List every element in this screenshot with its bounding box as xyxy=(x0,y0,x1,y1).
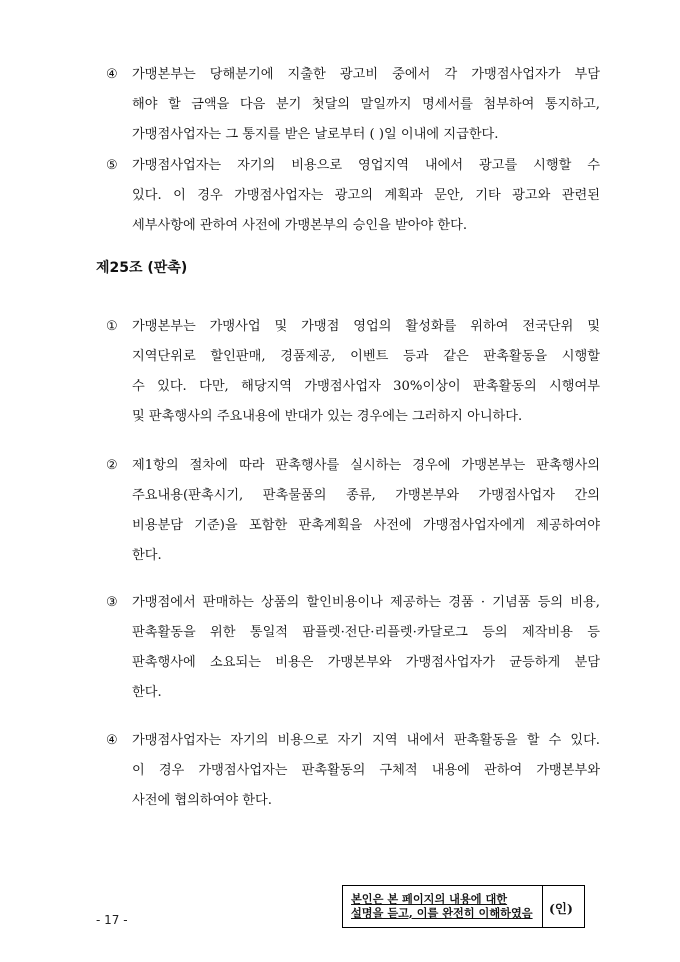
item-number: ④ xyxy=(106,67,118,82)
article-25-item-1 xyxy=(106,312,600,432)
text-line: 가맹점사업자는 자기의 비용으로 자기 지역 내에서 판촉활동을 할 수 있다. xyxy=(132,733,600,748)
text-line: 수 있다. 다만, 해당지역 가맹점사업자 30%이상이 판촉활동의 시행여부 xyxy=(132,379,600,394)
text-line: 판촉활동을 위한 통일적 팜플렛·전단·리플렛·카달로그 등의 제작비용 등 xyxy=(132,625,600,640)
text-line: 지역단위로 할인판매, 경품제공, 이벤트 등과 같은 판촉활동을 시행할 xyxy=(132,349,600,364)
text-line: 세부사항에 관하여 사전에 가맹본부의 승인을 받아야 한다. xyxy=(132,218,468,233)
page-number: - 17 - xyxy=(96,913,128,927)
text-line: 가맹점사업자는 그 통지를 받은 날로부터 ( )일 이내에 지급한다. xyxy=(132,127,499,142)
item-number: ② xyxy=(106,458,118,473)
item-number: ⑤ xyxy=(106,158,118,173)
text-line: 사전에 협의하여야 한다. xyxy=(132,793,272,808)
text-line: 가맹본부는 가맹사업 및 가맹점 영업의 활성화를 위하여 전국단위 및 xyxy=(132,319,600,334)
item-number: ④ xyxy=(106,733,118,748)
paragraph-4-advertising xyxy=(106,60,600,150)
text-line: 가맹본부는 당해분기에 지출한 광고비 중에서 각 가맹점사업자가 부담 xyxy=(132,67,600,82)
acknowledgement-box xyxy=(342,885,585,928)
text-line: 가맹점에서 판매하는 상품의 할인비용이나 제공하는 경품 · 기념품 등의 비용, xyxy=(132,595,600,610)
acknowledgement-line: 본인은 본 페이지의 내용에 대한 xyxy=(351,892,508,906)
text-line: 이 경우 가맹점사업자는 판촉활동의 구체적 내용에 관하여 가맹본부와 xyxy=(132,763,600,778)
text-line: 가맹점사업자는 자기의 비용으로 영업지역 내에서 광고를 시행할 수 xyxy=(132,158,600,173)
acknowledgement-line: 설명을 듣고, 이를 완전히 이해하였음 xyxy=(351,906,533,920)
text-line: 한다. xyxy=(132,685,162,700)
acknowledgement-text xyxy=(351,892,533,920)
text-line: 제1항의 절차에 따라 판촉행사를 실시하는 경우에 가맹본부는 판촉행사의 xyxy=(132,458,600,473)
paragraph-5-advertising xyxy=(106,151,600,241)
text-line: 해야 할 금액을 다음 분기 첫달의 말일까지 명세서를 첨부하여 통지하고, xyxy=(132,97,600,112)
text-line: 있다. 이 경우 가맹점사업자는 광고의 계획과 문안, 기타 광고와 관련된 xyxy=(132,188,600,203)
article-25-item-4 xyxy=(106,726,600,816)
article-25-item-3 xyxy=(106,588,600,708)
seal-mark: (인) xyxy=(549,901,573,916)
text-line: 한다. xyxy=(132,548,162,563)
text-line: 판촉행사에 소요되는 비용은 가맹본부와 가맹점사업자가 균등하게 분담 xyxy=(132,655,600,670)
item-number: ③ xyxy=(106,595,118,610)
article-heading: 제25조 (판촉) xyxy=(96,260,188,276)
text-line: 및 판촉행사의 주요내용에 반대가 있는 경우에는 그러하지 아니하다. xyxy=(132,409,523,424)
box-divider xyxy=(542,886,543,927)
text-line: 비용분담 기준)을 포함한 판촉계획을 사전에 가맹점사업자에게 제공하여야 xyxy=(132,518,600,533)
article-25-item-2 xyxy=(106,451,600,571)
text-line: 주요내용(판촉시기, 판촉물품의 종류, 가맹본부와 가맹점사업자 간의 xyxy=(132,488,600,503)
item-number: ① xyxy=(106,319,118,334)
